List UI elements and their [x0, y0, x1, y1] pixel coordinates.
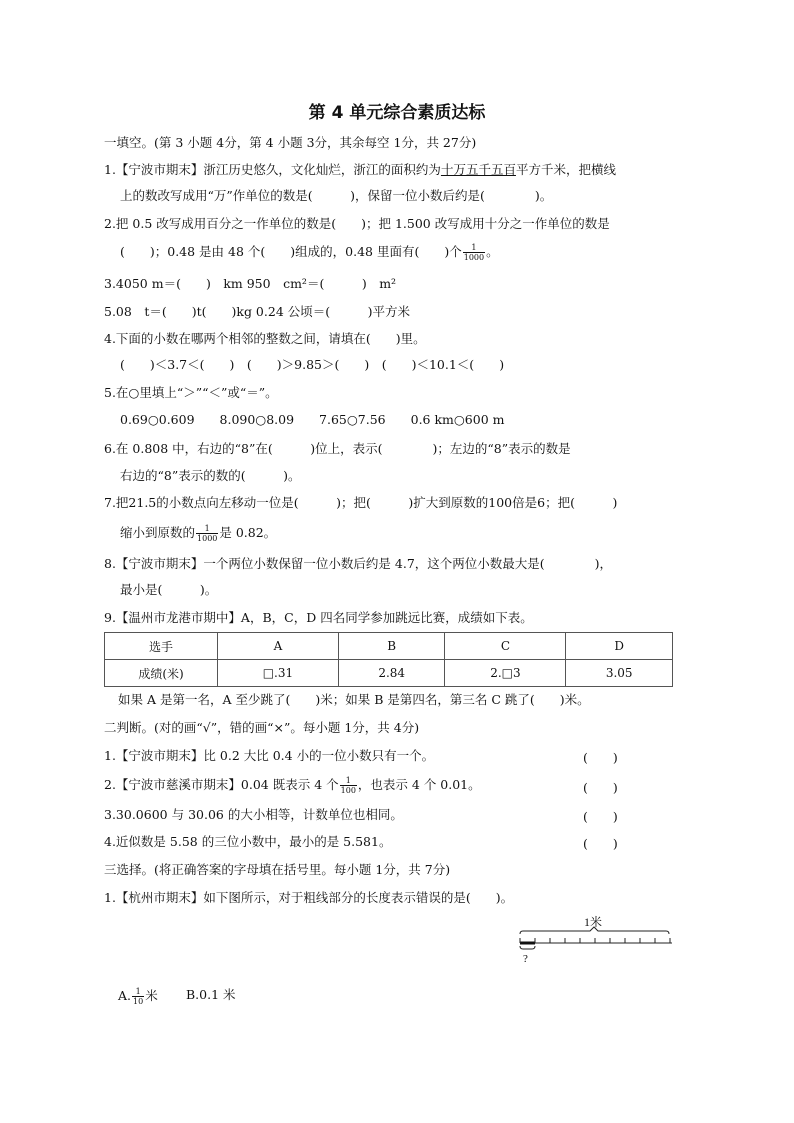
question-1-line-2: 上的数改写成用“万”作单位的数是( )，保留一位小数后约是( )。	[120, 188, 553, 203]
section-3-heading: 三选择。(将正确答案的字母填在括号里。每小题 1分，共 7分)	[104, 862, 451, 877]
q7-text-end: 是 0.82。	[219, 525, 277, 540]
judge-4: 4.近似数是 5.58 的三位小数中，最小的是 5.581。	[104, 834, 392, 849]
judge-4-answer-paren[interactable]: ( )	[583, 836, 618, 851]
judge-2-answer-paren[interactable]: ( )	[583, 780, 618, 795]
option-a-fraction: $\frac{1}{10}$	[133, 987, 144, 1006]
q7-text: 缩小到原数的	[120, 525, 196, 540]
section-2-heading: 二判断。(对的画“√”，错的画“×”。每小题 1分，共 4分)	[104, 720, 420, 735]
question-7-line-1: 7.把21.5的小数点向左移动一位是( )；把( )扩大到原数的100倍是6；把( )	[104, 495, 618, 510]
option-a[interactable]	[118, 987, 158, 1006]
q1-text-end: 平方千米，把横线	[515, 162, 616, 177]
ruler-label: 1米	[584, 915, 603, 929]
q2-fraction: $\frac{1}{1000}$	[463, 243, 485, 262]
judge-2	[104, 776, 481, 795]
q2-text: ( )；0.48 是由 48 个( )组成的，0.48 里面有( )个	[120, 244, 462, 259]
question-8-line-2: 最小是( )。	[120, 582, 218, 597]
question-8-line-1: 8.【宁波市期末】一个两位小数保留一位小数后约是 4.7，这个两位小数最大是( )，	[104, 556, 613, 571]
option-a-unit: 米	[145, 988, 158, 1003]
table-cell: □.31	[218, 660, 339, 687]
judge-3: 3.30.0600 与 30.06 的大小相等，计数单位也相同。	[104, 807, 403, 822]
question-2-line-2	[120, 243, 499, 262]
question-5-line-1: 5.在○里填上“＞”“＜”或“＝”。	[104, 385, 278, 400]
question-4-line-1: 4.下面的小数在哪两个相邻的整数之间，请填在( )里。	[104, 331, 426, 346]
question-9-line-1: 9.【温州市龙港市期中】A，B，C，D 四名同学参加跳远比赛，成绩如下表。	[104, 610, 533, 625]
question-6-line-2: 右边的“8”表示的数的( )。	[120, 468, 301, 483]
ruler-question-mark: ?	[523, 953, 528, 965]
question-3-line-2: 5.08 t＝( )t( )kg 0.24 公顷＝( )平方米	[104, 304, 410, 319]
j2-text: 2.【宁波市慈溪市期末】0.04 既表示 4 个	[104, 777, 339, 792]
question-6-line-1: 6.在 0.808 中，右边的“8”在( )位上，表示( )；左边的“8”表示的数是	[104, 441, 571, 456]
table-cell: 2.84	[338, 660, 445, 687]
table-cell: 成绩(米)	[105, 660, 218, 687]
table-cell: C	[445, 633, 566, 660]
option-b[interactable]: B.0.1 米	[186, 987, 236, 1002]
question-3-line-1: 3.4050 m＝( ) km 950 cm²＝( ) m²	[104, 276, 397, 291]
table-cell: 3.05	[566, 660, 673, 687]
j2-text-end: ，也表示 4 个 0.01。	[357, 777, 481, 792]
page-title: 第 4 单元综合素质达标	[308, 103, 486, 123]
ruler-diagram	[514, 912, 676, 966]
judge-1-answer-paren[interactable]: ( )	[583, 750, 618, 765]
table-cell: 2.□3	[445, 660, 566, 687]
table-header-row	[105, 633, 673, 660]
option-a-letter: A.	[118, 988, 132, 1003]
section-1-heading: 一填空。(第 3 小题 4分，第 4 小题 3分，其余每空 1分，共 27分)	[104, 135, 477, 150]
q1-text: 1.【宁波市期末】浙江历史悠久，文化灿烂，浙江的面积约为	[104, 162, 441, 177]
j2-fraction: $\frac{1}{100}$	[340, 776, 356, 795]
question-4-line-2: ( )＜3.7＜( ) ( )＞9.85＞( ) ( )＜10.1＜( )	[120, 357, 505, 372]
question-5-line-2: 0.69○0.609 8.090○8.09 7.65○7.56 0.6 km○600 m	[120, 412, 505, 427]
table-row	[105, 660, 673, 687]
q2-text-end: 。	[486, 244, 499, 259]
table-cell: A	[218, 633, 339, 660]
judge-3-answer-paren[interactable]: ( )	[583, 809, 618, 824]
score-table	[104, 632, 673, 687]
table-cell: B	[338, 633, 445, 660]
judge-1: 1.【宁波市期末】比 0.2 大比 0.4 小的一位小数只有一个。	[104, 748, 435, 763]
question-1-line-1	[104, 162, 616, 178]
table-cell: 选手	[105, 633, 218, 660]
choice-1: 1.【杭州市期末】如下图所示，对于粗线部分的长度表示错误的是( )。	[104, 890, 514, 905]
ruler-ticks	[520, 938, 670, 943]
question-9-line-2: 如果 A 是第一名，A 至少跳了( )米；如果 B 是第四名，第三名 C 跳了( )米。	[118, 692, 590, 707]
question-7-line-2	[120, 524, 276, 543]
q7-fraction: $\frac{1}{1000}$	[197, 524, 218, 543]
table-cell: D	[566, 633, 673, 660]
question-2-line-1: 2.把 0.5 改写成用百分之一作单位的数是( )；把 1.500 改写成用十分之一作单位的数是	[104, 216, 610, 231]
q1-underlined-number: 十万五千五百	[440, 162, 516, 177]
